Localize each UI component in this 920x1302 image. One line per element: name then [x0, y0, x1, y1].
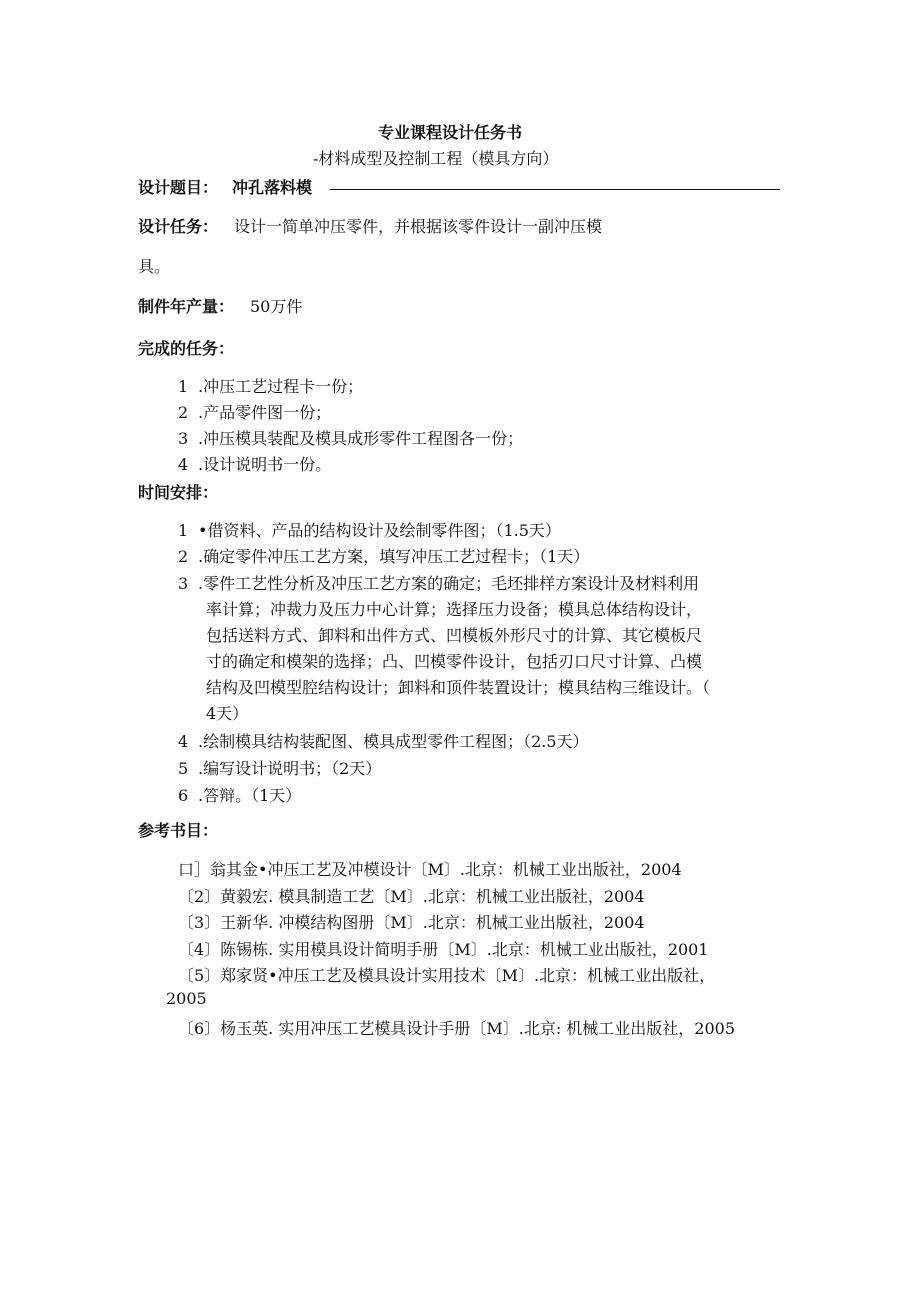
reference-item: 〔5〕郑家贤•冲压工艺及模具设计实用技术〔M〕.北京：机械工业出版社，	[178, 966, 716, 985]
reference-item: 〔6〕杨玉英. 实用冲压工艺模具设计手册〔M〕.北京: 机械工业出版社，2005	[178, 1019, 736, 1038]
list-item-continuation: 寸的确定和模架的选择；凸、凹模零件设计，包括刃口尺寸计算、凸模	[206, 652, 703, 671]
list-item: 6 .答辩。（1天）	[178, 786, 302, 805]
reference-item: 口］翁其金•冲压工艺及冲模设计〔M〕.北京：机械工业出版社，2004	[178, 860, 682, 879]
references-heading: 参考书目：	[138, 821, 219, 840]
list-item: 1 •借资料、产品的结构设计及绘制零件图；（1.5天）	[178, 521, 561, 540]
list-item-continuation: 率计算；冲裁力及压力中心计算；选择压力设备；模具总体结构设计，	[206, 600, 703, 619]
annual-output-label: 制件年产量：	[138, 297, 235, 316]
deliverables-heading: 完成的任务：	[138, 339, 235, 358]
list-item: 5 .编写设计说明书；（2天）	[178, 759, 382, 778]
design-topic-label: 设计题目：	[138, 178, 219, 197]
list-item: 2 .产品零件图一份；	[178, 403, 332, 422]
design-task-value-line1: 设计一简单冲压零件，并根据该零件设计一副冲压模	[234, 217, 603, 236]
reference-item: 〔3〕王新华. 冲模结构图册〔M〕.北京：机械工业出版社，2004	[178, 913, 645, 932]
list-item-continuation: 4天）	[206, 704, 249, 723]
list-item-continuation: 结构及凹模型腔结构设计；卸料和顶件装置设计；模具结构三维设计。（	[206, 678, 711, 697]
list-item: 3 .冲压模具装配及模具成形零件工程图各一份；	[178, 429, 524, 448]
reference-item-continuation: 2005	[166, 989, 207, 1008]
list-item: 1 .冲压工艺过程卡一份；	[178, 377, 364, 396]
design-topic-underline	[330, 189, 780, 190]
list-item-continuation: 包括送料方式、卸料和出件方式、凹模板外形尺寸的计算、其它模板尺	[206, 626, 703, 645]
reference-item: 〔2〕黄毅宏. 模具制造工艺〔M〕.北京：机械工业出版社，2004	[178, 887, 645, 906]
schedule-heading: 时间安排：	[138, 483, 219, 502]
document-subtitle: -材料成型及控制工程（模具方向）	[313, 149, 559, 168]
reference-item: 〔4〕陈锡栋. 实用模具设计简明手册〔M〕.北京：机械工业出版社，2001	[178, 940, 709, 959]
list-item: 4 .设计说明书一份。	[178, 455, 332, 474]
list-item: 4 .绘制模具结构装配图、模具成型零件工程图；（2.5天）	[178, 732, 589, 751]
list-item: 2 .确定零件冲压工艺方案，填写冲压工艺过程卡；（1天）	[178, 547, 590, 566]
design-task-value-line2: 具。	[138, 257, 171, 276]
annual-output-value: 50万件	[250, 297, 303, 316]
design-topic-value: 冲孔落料模	[232, 178, 313, 197]
list-item: 3 .零件工艺性分析及冲压工艺方案的确定；毛坯排样方案设计及材料利用	[178, 574, 700, 593]
document-title: 专业课程设计任务书	[378, 123, 523, 142]
design-task-label: 设计任务：	[138, 217, 219, 236]
